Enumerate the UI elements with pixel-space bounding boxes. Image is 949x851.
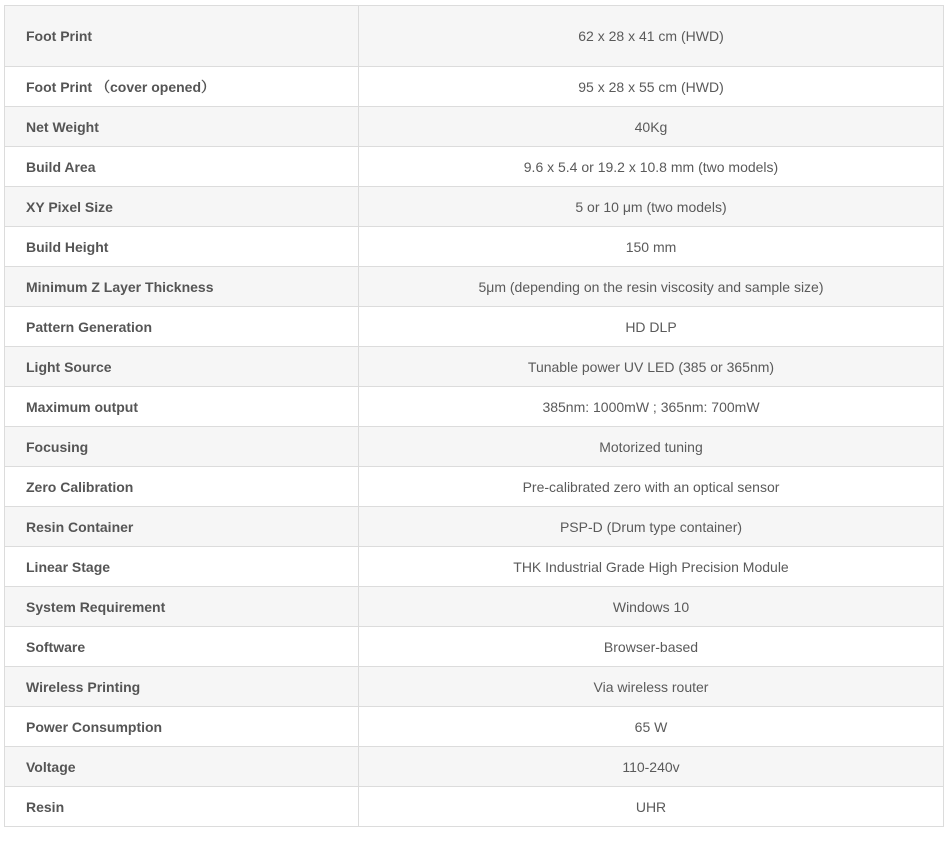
spec-label: Linear Stage [5, 547, 359, 587]
spec-value: 5 or 10 μm (two models) [359, 187, 944, 227]
spec-value: HD DLP [359, 307, 944, 347]
spec-label: Foot Print （cover opened） [5, 67, 359, 107]
spec-value: 65 W [359, 707, 944, 747]
spec-value: Tunable power UV LED (385 or 365nm) [359, 347, 944, 387]
spec-label: Net Weight [5, 107, 359, 147]
spec-value: 110-240v [359, 747, 944, 787]
table-row [5, 387, 944, 427]
table-row [5, 547, 944, 587]
spec-label: Build Area [5, 147, 359, 187]
spec-label: Software [5, 627, 359, 667]
spec-label: Build Height [5, 227, 359, 267]
table-row [5, 67, 944, 107]
table-row [5, 427, 944, 467]
spec-label: XY Pixel Size [5, 187, 359, 227]
spec-label: Focusing [5, 427, 359, 467]
spec-value: PSP-D (Drum type container) [359, 507, 944, 547]
table-row [5, 667, 944, 707]
spec-value: Motorized tuning [359, 427, 944, 467]
spec-value: UHR [359, 787, 944, 827]
spec-value: THK Industrial Grade High Precision Module [359, 547, 944, 587]
table-row [5, 507, 944, 547]
spec-value: 9.6 x 5.4 or 19.2 x 10.8 mm (two models) [359, 147, 944, 187]
spec-value: 62 x 28 x 41 cm (HWD) [359, 6, 944, 67]
table-row [5, 267, 944, 307]
spec-label: Resin Container [5, 507, 359, 547]
table-row [5, 747, 944, 787]
spec-value: Via wireless router [359, 667, 944, 707]
table-row [5, 6, 944, 67]
spec-value: Windows 10 [359, 587, 944, 627]
spec-label: Zero Calibration [5, 467, 359, 507]
spec-label: Minimum Z Layer Thickness [5, 267, 359, 307]
spec-label: Voltage [5, 747, 359, 787]
table-row [5, 707, 944, 747]
spec-value: Pre-calibrated zero with an optical sensor [359, 467, 944, 507]
table-row [5, 467, 944, 507]
spec-table [4, 5, 944, 827]
spec-label: Pattern Generation [5, 307, 359, 347]
table-row [5, 587, 944, 627]
spec-label: Foot Print [5, 6, 359, 67]
spec-label: Power Consumption [5, 707, 359, 747]
table-row [5, 187, 944, 227]
spec-label: Light Source [5, 347, 359, 387]
spec-label: Resin [5, 787, 359, 827]
table-row [5, 627, 944, 667]
spec-label: Wireless Printing [5, 667, 359, 707]
table-row [5, 147, 944, 187]
table-row [5, 787, 944, 827]
table-row [5, 227, 944, 267]
spec-value: 5μm (depending on the resin viscosity and sample size) [359, 267, 944, 307]
spec-label: Maximum output [5, 387, 359, 427]
spec-label: System Requirement [5, 587, 359, 627]
spec-value: Browser-based [359, 627, 944, 667]
spec-value: 40Kg [359, 107, 944, 147]
spec-value: 385nm: 1000mW ; 365nm: 700mW [359, 387, 944, 427]
table-row [5, 347, 944, 387]
table-row [5, 107, 944, 147]
spec-value: 150 mm [359, 227, 944, 267]
spec-value: 95 x 28 x 55 cm (HWD) [359, 67, 944, 107]
table-row [5, 307, 944, 347]
